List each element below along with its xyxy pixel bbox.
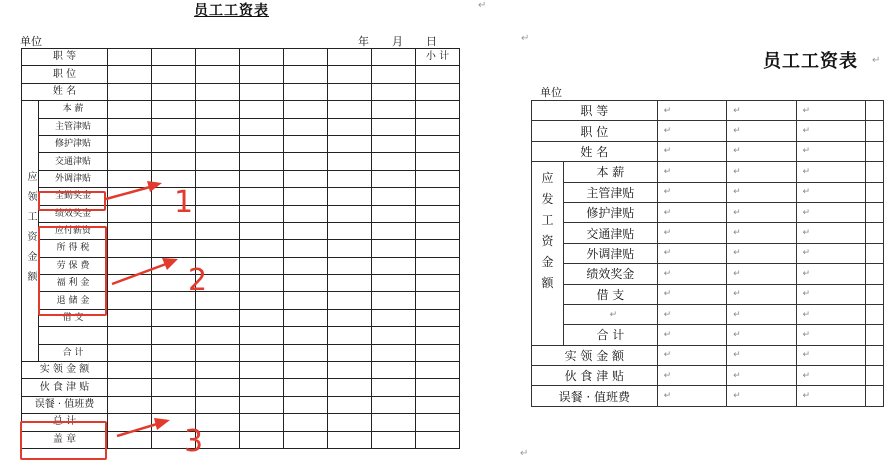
- arrow-2: [112, 264, 166, 284]
- row-label-blank: ↵: [564, 304, 658, 324]
- table-row: 应 发 工 资 金 额 本 薪 ↵ ↵ ↵: [532, 162, 884, 182]
- row-label-transport: 交通津贴: [564, 223, 658, 243]
- row-label-welfare: 福 利 金: [39, 275, 108, 292]
- table-row: 姓 名 ↵ ↵ ↵: [532, 141, 884, 161]
- row-label-overtime: 误餐 · 值班费: [532, 386, 658, 406]
- table-row: 修护津贴 ↵ ↵ ↵: [532, 202, 884, 222]
- row-label-actual: 实 领 金 额: [532, 345, 658, 365]
- row-label-base: 本 薪: [39, 101, 108, 118]
- left-day-label: 日: [426, 35, 437, 48]
- row-label-base: 本 薪: [564, 162, 658, 182]
- annotation-number-1: 1: [174, 185, 194, 220]
- row-label-performance: 绩效奖金: [39, 205, 108, 222]
- left-year-label: 年: [358, 35, 369, 48]
- row-label-grade: 职 等: [532, 101, 658, 121]
- row-label-name: 姓 名: [532, 141, 658, 161]
- row-label-sum: 合 计: [564, 325, 658, 345]
- table-row: 绩效奖金 ↵ ↵ ↵: [532, 264, 884, 284]
- row-label-retire: 退 储 金: [39, 292, 108, 309]
- row-label-meal: 伙 食 津 贴: [532, 366, 658, 386]
- paragraph-mark: ↵: [521, 33, 530, 44]
- table-row: 职 位 ↵ ↵ ↵: [532, 121, 884, 141]
- row-label-adjust: 外调津贴: [39, 170, 108, 187]
- arrow-1: [106, 187, 150, 199]
- right-unit-label: 单位: [540, 86, 562, 99]
- table-row: 合 计 ↵ ↵ ↵: [532, 325, 884, 345]
- paragraph-mark: ↵: [478, 0, 487, 11]
- row-label-supervisor: 主管津贴: [39, 118, 108, 135]
- row-label-repair: 修护津贴: [564, 202, 658, 222]
- annotation-number-2: 2: [188, 263, 208, 298]
- left-month-label: 月: [392, 35, 403, 48]
- paragraph-mark: ↵: [520, 448, 529, 459]
- table-row: 外调津贴 ↵ ↵ ↵: [532, 243, 884, 263]
- row-label-adjust: 外调津贴: [564, 243, 658, 263]
- row-label-grade: 职 等: [22, 49, 108, 66]
- row-label-payable: 应付薪资: [39, 222, 108, 239]
- table-row: 借 支 ↵ ↵ ↵: [532, 284, 884, 304]
- row-label-seal: 盖 章: [22, 431, 108, 448]
- row-label-transport: 交通津贴: [39, 153, 108, 170]
- row-label-position: 职 位: [22, 66, 108, 83]
- arrow-1-head: [147, 181, 162, 192]
- row-label-name: 姓 名: [22, 83, 108, 100]
- annotation-number-3: 3: [184, 424, 204, 459]
- row-label-borrow: 借 支: [564, 284, 658, 304]
- right-salary-table: [531, 100, 884, 407]
- side-label: 应 发 工 资 金 额: [532, 162, 564, 346]
- row-label-tax: 所 得 税: [39, 240, 108, 257]
- row-label-sum: 合 计: [39, 344, 108, 361]
- row-label-attendance: 全勤奖金: [39, 188, 108, 205]
- arrow-3-head: [154, 418, 170, 430]
- paragraph-mark: ↵: [872, 55, 881, 66]
- table-row: 主管津贴 ↵ ↵ ↵: [532, 182, 884, 202]
- row-label-repair: 修护津贴: [39, 135, 108, 152]
- subtotal-header: 小 计: [416, 49, 460, 66]
- table-row: 实 领 金 额 ↵ ↵ ↵: [532, 345, 884, 365]
- arrow-3: [117, 424, 157, 436]
- row-label-meal: 伙 食 津 贴: [22, 379, 108, 396]
- right-title: 员工工资表: [763, 51, 858, 72]
- left-title: 员工工资表: [194, 3, 269, 19]
- table-row: 交通津贴 ↵ ↵ ↵: [532, 223, 884, 243]
- row-label-performance: 绩效奖金: [564, 264, 658, 284]
- left-unit-label: 单位: [20, 35, 42, 48]
- table-row: ↵ ↵ ↵ ↵: [532, 304, 884, 324]
- table-row: 误餐 · 值班费 ↵ ↵ ↵: [532, 386, 884, 406]
- row-label-supervisor: 主管津贴: [564, 182, 658, 202]
- side-label: 应领工资金额: [22, 101, 39, 362]
- table-row: 伙 食 津 贴 ↵ ↵ ↵: [532, 366, 884, 386]
- row-label-total: 总 计: [22, 414, 108, 431]
- row-label-actual: 实 领 金 额: [22, 362, 108, 379]
- table-row: 职 等 ↵ ↵ ↵: [532, 101, 884, 121]
- row-label-borrow: 借 支: [39, 309, 108, 326]
- row-label-labor: 劳 保 费: [39, 257, 108, 274]
- row-label-overtime: 误餐 · 值班费: [22, 396, 108, 413]
- row-label-position: 职 位: [532, 121, 658, 141]
